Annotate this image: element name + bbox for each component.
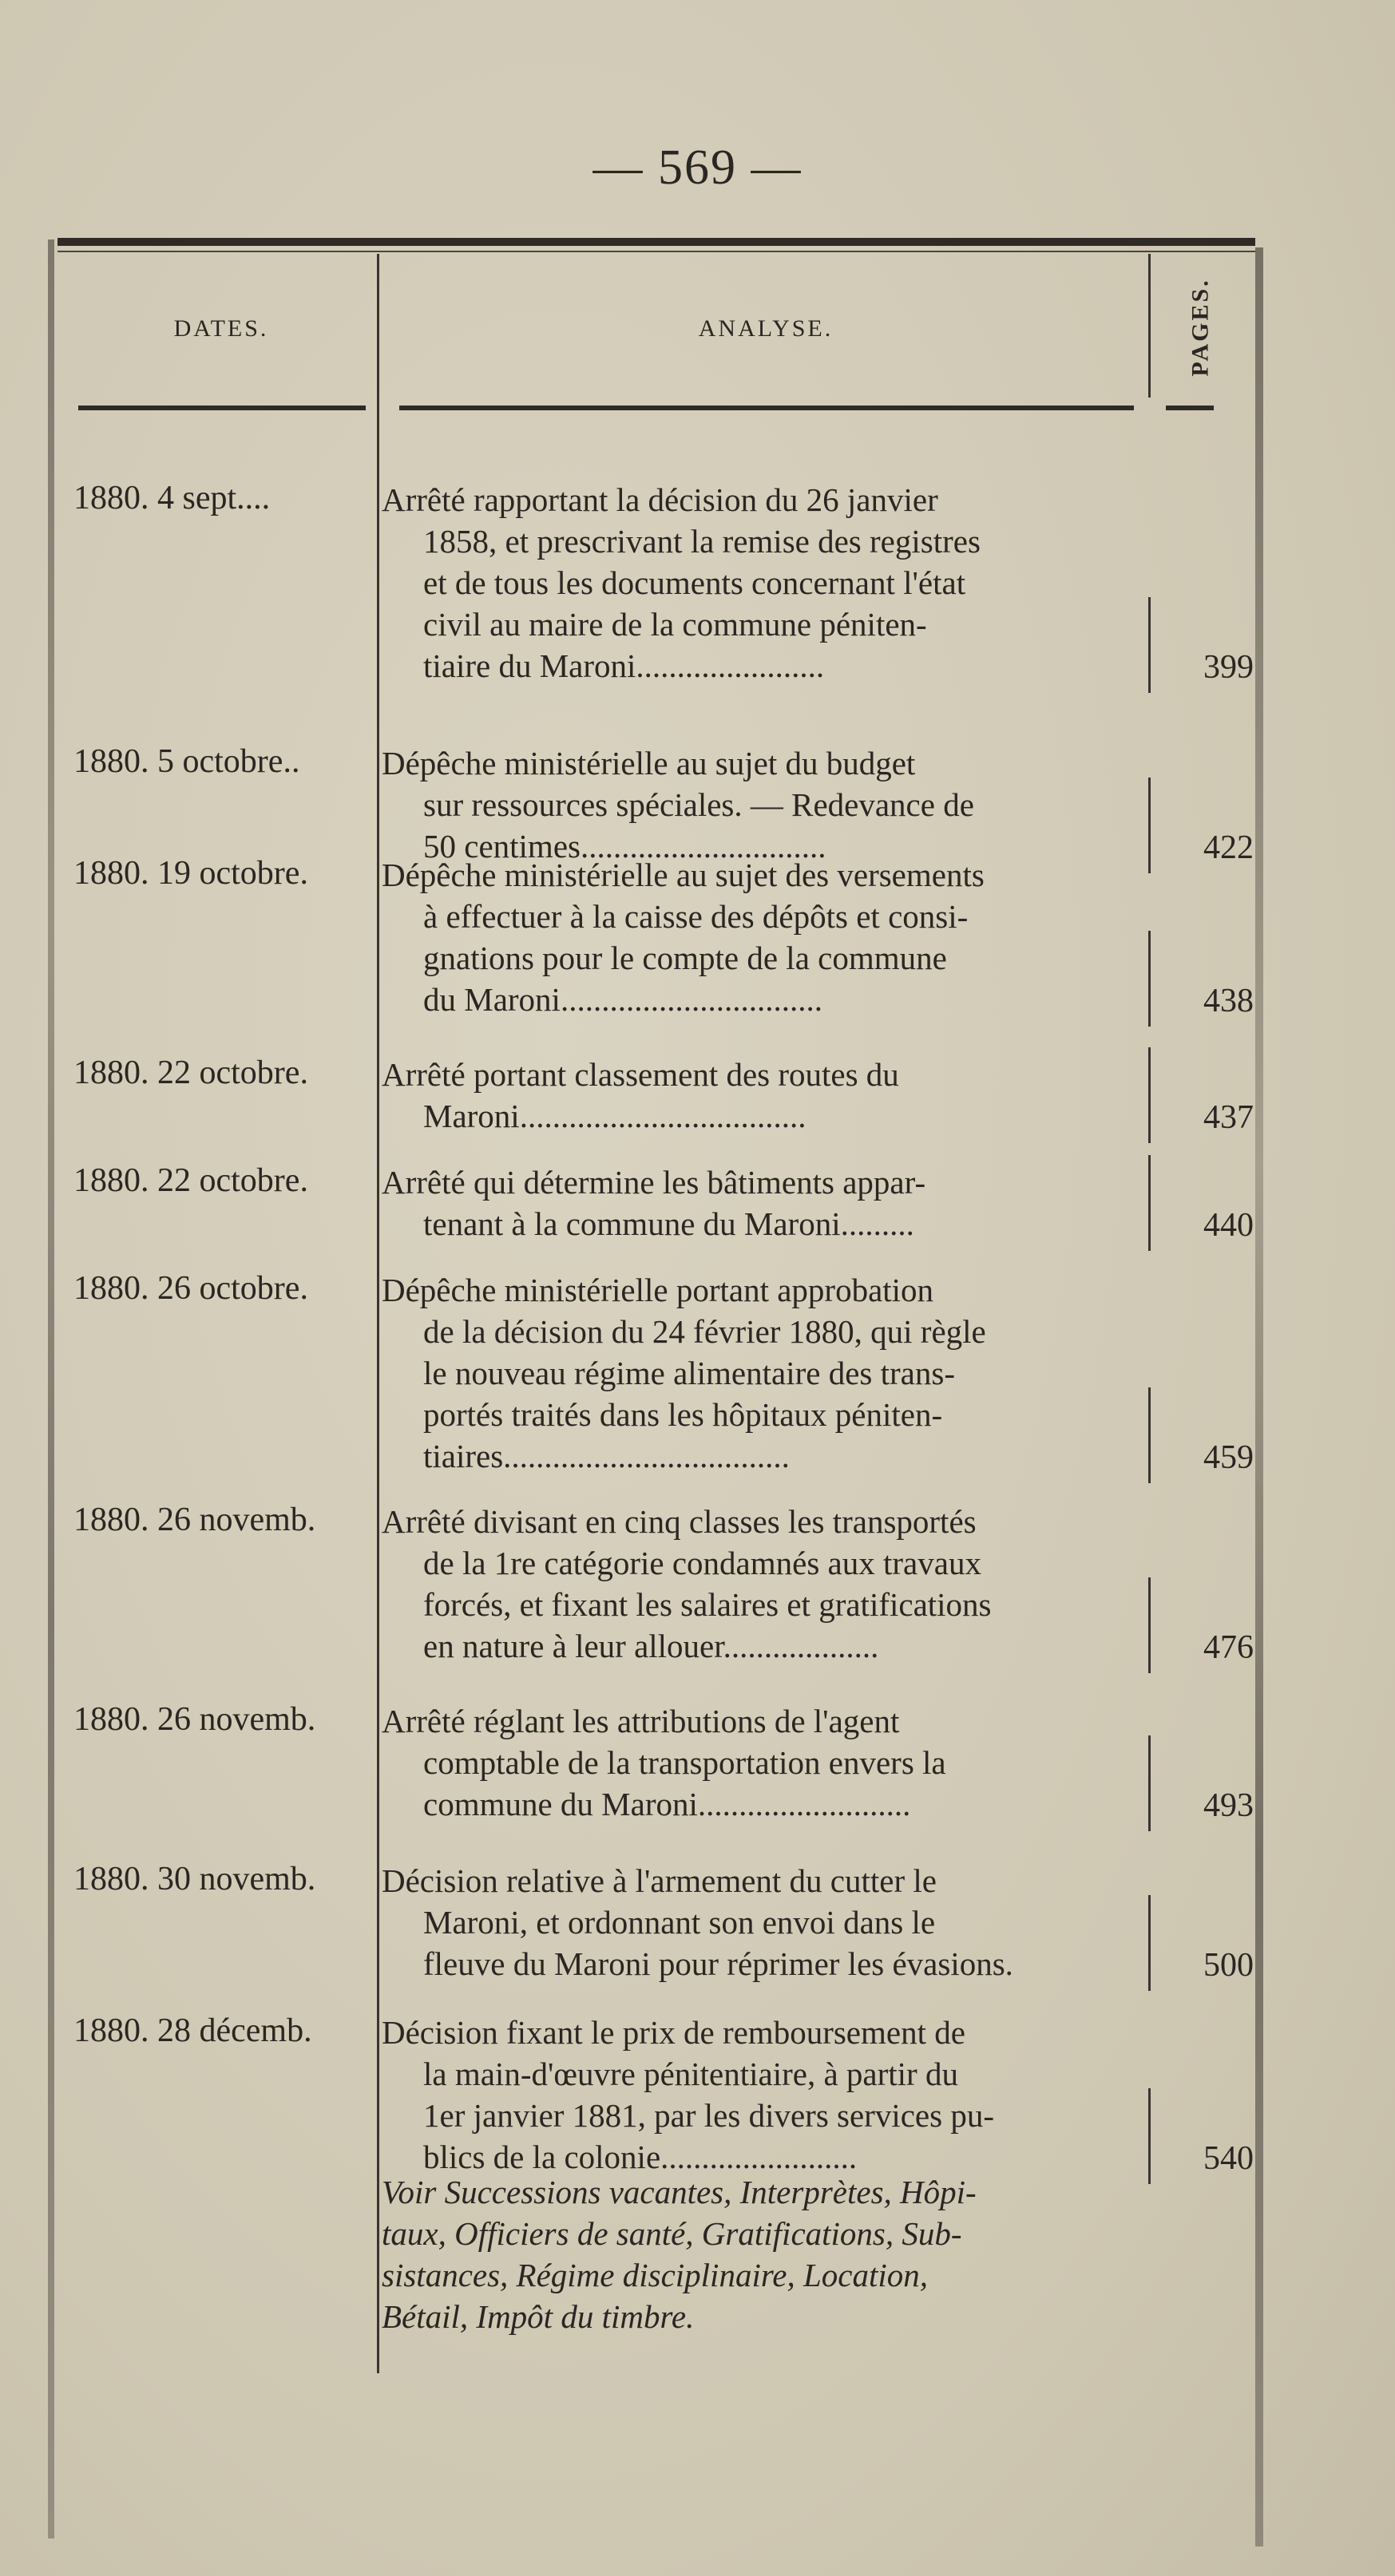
entry-line: 50 centimes.............................. [423,828,826,865]
entry-line: commune du Maroni.......................... [423,1786,911,1822]
entry-page-divider [1148,2088,1151,2184]
entry-page-number: 459 [1203,1439,1254,1476]
entry-line: tiaires................................... [423,1438,790,1474]
entry-line: le nouveau régime alimentaire des trans- [423,1355,955,1391]
entry-date: 1880. 26 novemb. [73,1701,316,1738]
entry-date: 1880. 5 octobre.. [73,743,300,780]
entry-page-number: 440 [1203,1207,1254,1244]
entry-line: Décision fixant le prix de remboursement de [382,2014,965,2051]
entry-analyse [382,742,1150,867]
entry-line: fleuve du Maroni pour réprimer les évasions. [423,1945,1013,1982]
entry-line: la main-d'œuvre pénitentiaire, à partir du [423,2056,958,2092]
header-pages-label: PAGES. [1187,278,1215,377]
entry-line: et de tous les documents concernant l'état [423,564,966,601]
header-analyse: ANALYSE. [698,315,834,342]
see-also-line: Voir Successions vacantes, Interprètes, Hôpi- [382,2174,977,2210]
entry-line: blics de la colonie........................ [423,2139,858,2175]
entry-line: de la décision du 24 février 1880, qui règle [423,1313,986,1350]
top-rule-thin [57,251,1255,252]
header-rule-pages [1166,406,1214,410]
entry-line: gnations pour le compte de la commune [423,940,947,976]
entry-analyse [382,1161,1150,1244]
entry-line: 1er janvier 1881, par les divers services pu- [423,2097,994,2134]
entry-page-number: 500 [1203,1947,1254,1984]
entry-analyse [382,1501,1150,1667]
entry-page-divider [1148,1895,1151,1991]
entry-page-divider [1148,931,1151,1027]
entry-line: portés traités dans les hôpitaux péniten- [423,1396,943,1433]
entry-page-number: 476 [1203,1629,1254,1666]
see-also-note [382,2171,1150,2337]
top-rule [57,238,1255,246]
header-dates: DATES. [173,315,269,342]
entry-line: Dépêche ministérielle portant approbation [382,1272,934,1308]
entry-line: Décision relative à l'armement du cutter le [382,1862,937,1899]
entry-line: Arrêté qui détermine les bâtiments appar- [382,1164,926,1201]
entry-line: sur ressources spéciales. — Redevance de [423,786,974,823]
entry-page-number: 438 [1203,983,1254,1019]
entry-line: Arrêté rapportant la décision du 26 janvier [382,481,938,518]
header-pages [1177,263,1225,391]
entry-date: 1880. 22 octobre. [73,1055,308,1091]
entry-analyse [382,1860,1150,1984]
entry-line: du Maroni................................ [423,981,822,1018]
entry-date: 1880. 22 octobre. [73,1162,308,1199]
entry-line: en nature à leur allouer................... [423,1628,879,1664]
entry-page-divider [1148,1577,1151,1673]
entry-line: tiaire du Maroni....................... [423,647,825,684]
entry-line: à effectuer à la caisse des dépôts et consi- [423,898,969,935]
entry-page-number: 399 [1203,649,1254,686]
entry-page-number: 540 [1203,2140,1254,2177]
entry-date: 1880. 26 novemb. [73,1502,316,1538]
entry-line: Arrêté réglant les attributions de l'agent [382,1703,900,1739]
column-divider-dates [377,254,379,2373]
entry-analyse [382,1054,1150,1137]
header-rule-dates [78,406,366,410]
entry-line: comptable de la transportation envers la [423,1744,946,1781]
entry-date: 1880. 4 sept.... [73,480,271,516]
entry-page-number: 437 [1203,1099,1254,1136]
entry-date: 1880. 26 octobre. [73,1270,308,1307]
left-border-rule [48,239,54,2538]
entry-line: forcés, et fixant les salaires et gratifications [423,1586,992,1623]
entry-analyse [382,854,1150,1020]
entry-date: 1880. 30 novemb. [73,1861,316,1897]
entry-line: Dépêche ministérielle au sujet des versements [382,857,985,893]
entry-page-divider [1148,1047,1151,1143]
entry-page-divider [1148,1387,1151,1483]
entry-line: tenant à la commune du Maroni......... [423,1205,914,1242]
entry-line: de la 1re catégorie condamnés aux travaux [423,1545,981,1581]
entry-line: Arrêté divisant en cinq classes les transportés [382,1503,977,1540]
see-also-line: taux, Officiers de santé, Gratifications, Sub- [382,2215,962,2252]
entry-date: 1880. 19 octobre. [73,855,308,892]
entry-page-divider [1148,1155,1151,1251]
entry-analyse [382,2012,1150,2178]
entry-line: 1858, et prescrivant la remise des registres [423,523,981,560]
entry-page-divider [1148,1735,1151,1831]
entry-line: Arrêté portant classement des routes du [382,1056,899,1093]
entry-line: civil au maire de la commune péniten- [423,606,927,643]
page-number: — 569 — [592,140,803,195]
entry-line: Dépêche ministérielle au sujet du budget [382,745,916,782]
entry-analyse [382,1700,1150,1825]
see-also-line: Bétail, Impôt du timbre. [382,2298,695,2335]
entry-date: 1880. 28 décemb. [73,2012,312,2049]
right-border-rule [1255,247,1263,2546]
entry-line: Maroni................................... [423,1098,806,1134]
header-rule-analyse [399,406,1134,410]
entry-page-divider [1148,597,1151,693]
entry-page-number: 493 [1203,1787,1254,1824]
see-also-line: sistances, Régime disciplinaire, Location, [382,2257,929,2293]
entry-analyse [382,479,1150,687]
entry-line: Maroni, et ordonnant son envoi dans le [423,1904,936,1941]
entry-page-number: 422 [1203,829,1254,866]
entry-analyse [382,1269,1150,1477]
